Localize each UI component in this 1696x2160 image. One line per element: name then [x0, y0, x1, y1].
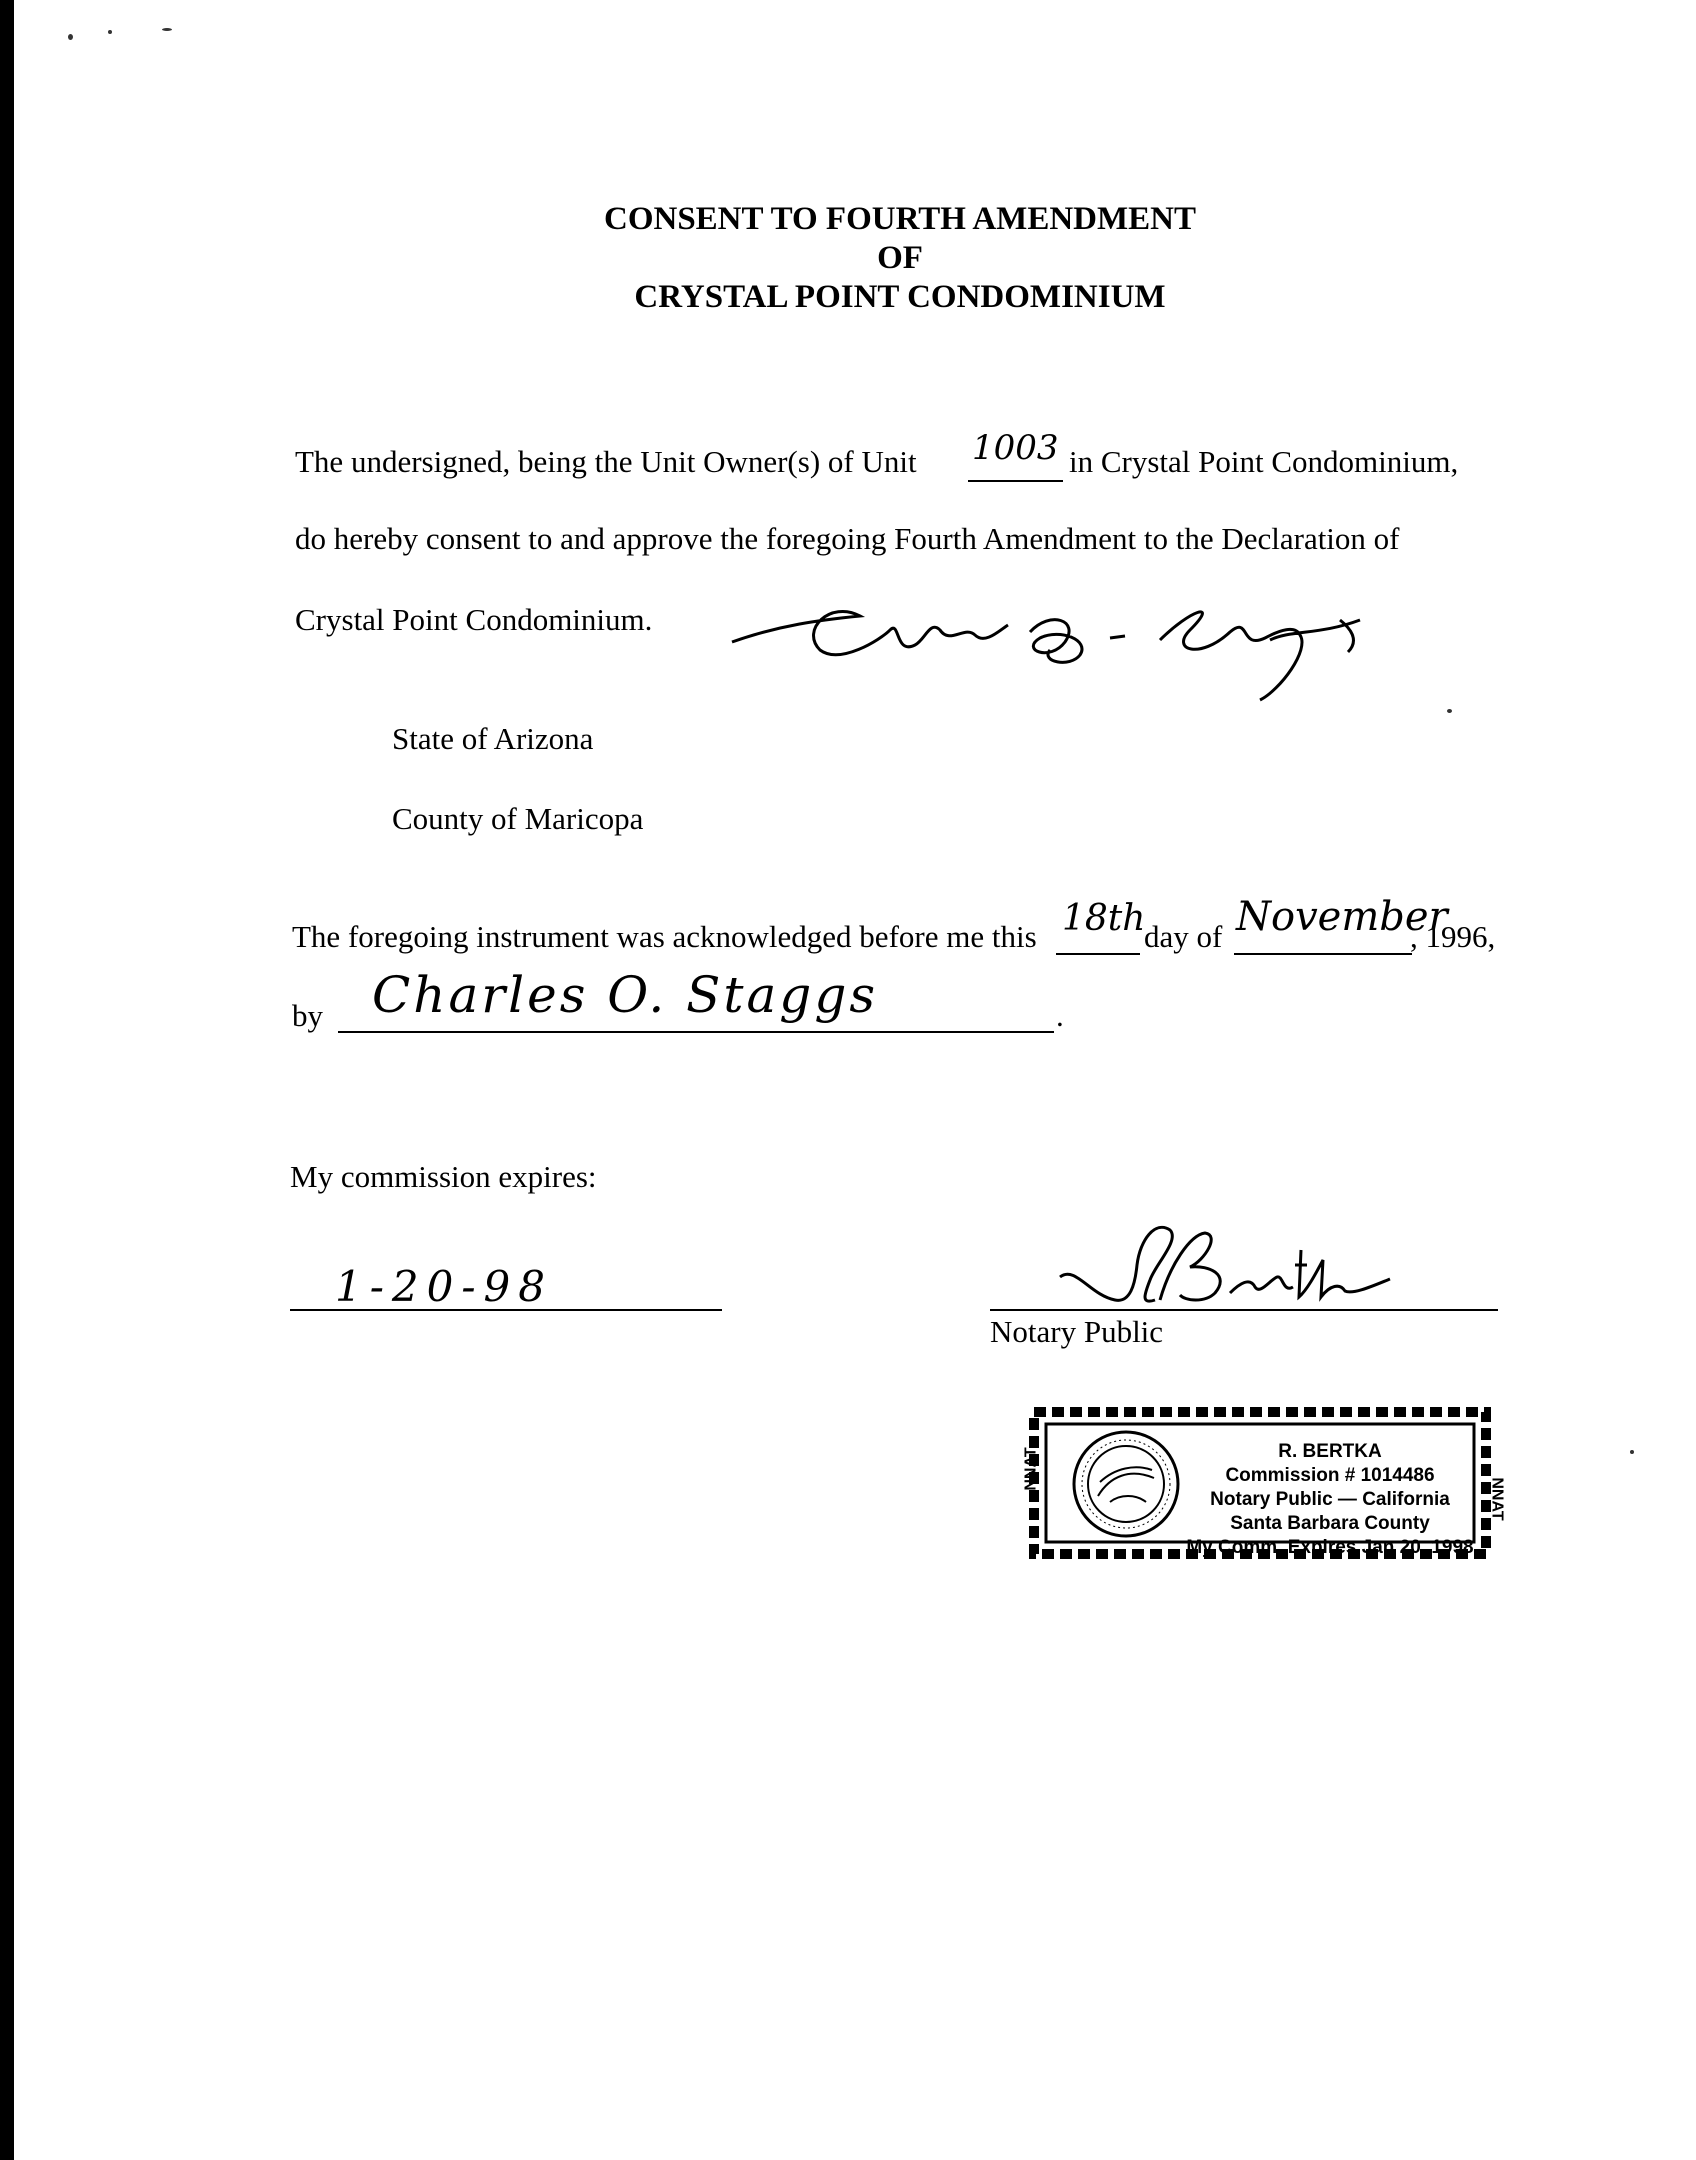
- stamp-notary-name: R. BERTKA: [1278, 1441, 1382, 1462]
- stamp-county: Santa Barbara County: [1230, 1513, 1430, 1534]
- notary-public-label: Notary Public: [990, 1314, 1164, 1349]
- title-line-1: CONSENT TO FOURTH AMENDMENT: [603, 201, 1197, 237]
- title-line-3: CRYSTAL POINT CONDOMINIUM: [634, 279, 1166, 315]
- consent-line-1-end: in Crystal Point Condominium,: [1069, 444, 1459, 479]
- year-label: , 1996,: [1410, 919, 1496, 954]
- document-title: [500, 200, 1300, 317]
- notary-stamp-text: [1180, 1440, 1480, 1560]
- scan-speck: [162, 28, 172, 31]
- scan-speck: [1630, 1450, 1634, 1454]
- month-handwritten: November: [1236, 894, 1448, 940]
- commission-expires-label: My commission expires:: [290, 1159, 597, 1194]
- stamp-expiration: My Comm. Expires Jan 20, 1998: [1186, 1537, 1474, 1558]
- scan-speck: [68, 34, 73, 40]
- acknowledgment-text: The foregoing instrument was acknowledged before me this: [292, 919, 1037, 954]
- unit-number-blank: [968, 480, 1063, 482]
- commission-date-handwritten: 1-20-98: [335, 1262, 553, 1311]
- by-name-blank: [338, 1031, 1054, 1033]
- consent-line-1-start: The undersigned, being the Unit Owner(s) of Unit: [295, 444, 917, 479]
- day-of-label: day of: [1144, 919, 1223, 954]
- scan-speck: [108, 30, 112, 34]
- consent-line-2: do hereby consent to and approve the foregoing Fourth Amendment to the Declaration of: [295, 521, 1400, 556]
- month-blank: [1234, 953, 1412, 955]
- by-name-handwritten: Charles O. Staggs: [372, 966, 878, 1024]
- stamp-side-text-right: NNAT: [1488, 1477, 1506, 1521]
- consent-line-3: Crystal Point Condominium.: [295, 602, 653, 637]
- title-line-2: OF: [877, 240, 923, 276]
- by-label: by: [292, 998, 323, 1033]
- county-label: County of Maricopa: [392, 801, 644, 836]
- stamp-side-text-left: NNAT: [1022, 1447, 1040, 1491]
- day-handwritten: 18th: [1062, 898, 1146, 939]
- scan-speck: [1447, 709, 1452, 713]
- by-period: .: [1056, 998, 1064, 1033]
- stamp-commission-number: Commission # 1014486: [1225, 1465, 1435, 1486]
- owner-signature: [720, 570, 1370, 710]
- stamp-notary-title: Notary Public — California: [1210, 1489, 1450, 1510]
- scan-edge-bar: [0, 0, 14, 2160]
- notary-signature: [1045, 1205, 1395, 1315]
- unit-number-handwritten: 1003: [972, 428, 1059, 468]
- state-label: State of Arizona: [392, 721, 594, 756]
- day-blank: [1056, 953, 1140, 955]
